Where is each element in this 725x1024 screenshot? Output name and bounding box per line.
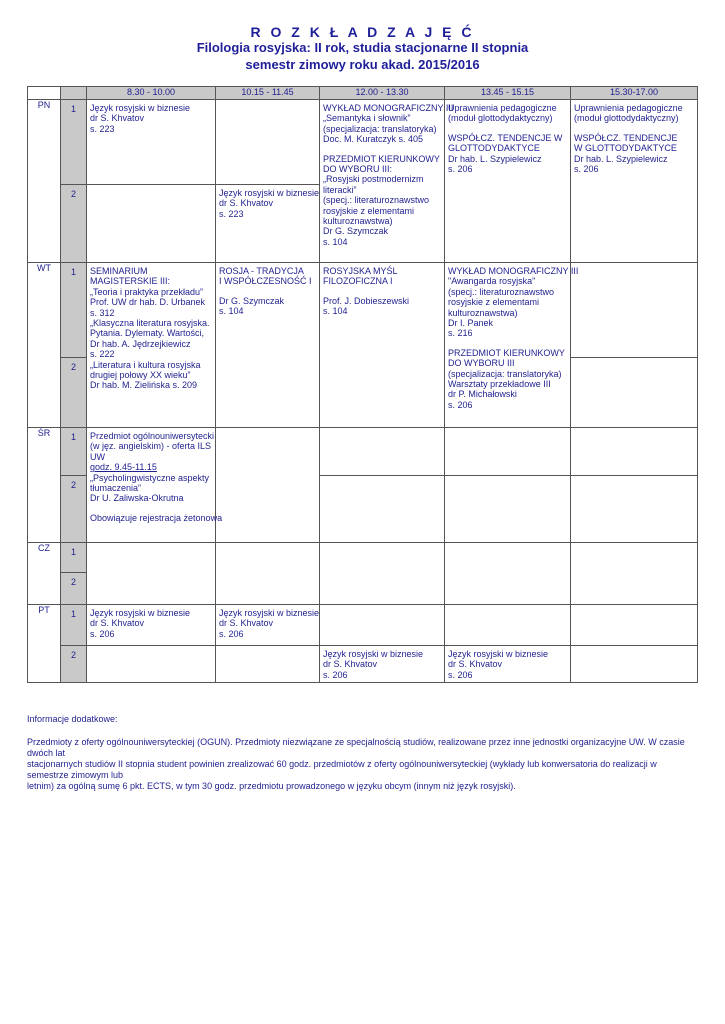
class-text-line: Dr hab. M. Zielińska s. 209 (90, 380, 198, 391)
class-text-line: s. 206 (574, 164, 599, 175)
table-row (28, 605, 698, 646)
empty-cell (571, 263, 698, 358)
class-text-line: DO WYBORU III: (323, 164, 393, 175)
empty-cell (87, 185, 216, 263)
empty-cell (87, 646, 216, 683)
class-cell (320, 646, 445, 683)
class-cell (445, 100, 571, 263)
class-text-line: Przedmiot ogólnouniwersytecki (90, 431, 215, 441)
class-text-line: Prof. J. Dobieszewski (323, 295, 410, 306)
class-cell (571, 100, 698, 263)
class-text-line: s. 104 (323, 236, 348, 247)
class-text-line: dr S. Khvatov (448, 659, 503, 670)
class-text-line: „Teoria i praktyka przekładu” (90, 286, 204, 297)
day-label-pn: PN (28, 100, 61, 263)
class-text-line: (specjalizacja: translatoryka) (323, 123, 437, 134)
empty-cell (571, 428, 698, 476)
class-text-line: Język rosyjski w biznesie (323, 649, 424, 659)
slot-header: 13.45 - 15.15 (445, 87, 571, 100)
empty-cell (320, 428, 445, 476)
group-number: 1 (61, 605, 87, 646)
class-text-line: (specj.: literaturoznawstwo (323, 195, 430, 206)
class-text-line: GLOTTODYDAKTYCE (448, 143, 540, 154)
empty-cell (571, 605, 698, 646)
empty-cell (87, 543, 216, 605)
info-line: letnim) za ogólną sumę 6 pkt. ECTS, w tym 30 godz. przedmiotu prowadzonego w języku obcym (innym niż język rosyjski). (27, 781, 516, 791)
program-subtitle: Filologia rosyjska: II rok, studia stacjonarne II stopnia (196, 40, 529, 55)
class-text-line: (moduł glottodydaktyczny) (574, 113, 679, 124)
class-cell (320, 100, 454, 263)
group-number: 2 (61, 358, 87, 428)
class-text-line: PRZEDMIOT KIERUNKOWY (448, 347, 565, 358)
empty-cell (320, 605, 445, 646)
class-text-line: "Awangarda rosyjska" (448, 276, 536, 287)
class-text-line: FILOZOFICZNA I (323, 276, 393, 287)
group-number: 1 (61, 263, 87, 358)
class-text-line: kulturoznawstwa) (448, 307, 518, 318)
class-text-line: s. 104 (323, 306, 348, 317)
class-text-line: literacki” (323, 184, 357, 195)
schedule-table (27, 86, 698, 683)
class-text-line: „Literatura i kultura rosyjska (90, 359, 201, 370)
class-text-line: WYKŁAD MONOGRAFICZNY III (448, 266, 579, 276)
class-text-line: SEMINARIUM (90, 266, 148, 276)
class-cell (87, 428, 223, 543)
class-text-line: „Psycholingwistyczne aspekty (90, 472, 210, 483)
class-text-line: DO WYBORU III (448, 358, 515, 369)
class-text-line: s. 206 (323, 669, 348, 680)
class-text-line: rosyjskie z elementami (323, 205, 415, 216)
group-number: 2 (61, 185, 87, 263)
info-heading: Informacje dodatkowe: (27, 714, 118, 724)
class-text-line: WYKŁAD MONOGRAFICZNY III (323, 103, 454, 113)
empty-cell (445, 476, 571, 543)
class-text-line: UW (90, 451, 105, 462)
class-text-line: Uprawnienia pedagogiczne (448, 103, 557, 113)
class-text-line: (specjalizacja: translatoryka) (448, 368, 562, 379)
class-text-line: s. 223 (219, 208, 244, 219)
class-text-line: drugiej połowy XX wieku” (90, 370, 191, 381)
empty-cell (445, 543, 571, 605)
empty-cell (320, 476, 445, 543)
table-row (28, 263, 698, 358)
class-text-line: s. 312 (90, 307, 115, 318)
day-label-pt: PT (28, 605, 61, 683)
class-cell (87, 605, 216, 646)
class-text-line: „Semantyka i słownik” (323, 113, 411, 124)
class-text-line: Dr G. Szymczak (323, 226, 389, 237)
class-text-line: Dr hab. A. Jędrzejkiewicz (90, 338, 191, 349)
class-text-line: Język rosyjski w biznesie (219, 188, 320, 198)
class-text-line: s. 222 (90, 349, 115, 360)
class-cell (216, 185, 320, 263)
empty-cell (216, 646, 320, 683)
slot-header: 10.15 - 11.45 (216, 87, 320, 100)
class-text-line: Dr U. Zaliwska-Okrutna (90, 493, 184, 504)
slot-header: 8.30 - 10.00 (87, 87, 216, 100)
class-text-line: WSPÓŁCZ. TENDENCJE W (448, 132, 563, 143)
empty-cell (571, 358, 698, 428)
group-number: 1 (61, 428, 87, 476)
day-label-sr: ŚR (28, 428, 61, 543)
group-number: 1 (61, 543, 87, 573)
corner-cell (61, 87, 87, 100)
class-text-line: s. 104 (219, 306, 244, 317)
class-cell (445, 263, 579, 428)
empty-cell (571, 476, 698, 543)
class-text-line: Pytania. Dylematy. Wartości, (90, 328, 205, 339)
class-text-line: ROSJA - TRADYCJA (219, 266, 304, 276)
empty-cell (216, 543, 320, 605)
registration-note: Obowiązuje rejestracja żetonowa (90, 512, 223, 523)
class-text-line: s. 206 (448, 669, 473, 680)
class-text-line: s. 223 (90, 123, 115, 134)
class-text-line: (w jęz. angielskim) - oferta ILS (90, 441, 212, 452)
group-number: 1 (61, 100, 87, 185)
empty-cell (445, 605, 571, 646)
header-row (28, 87, 698, 100)
class-text-line: kulturoznawstwa) (323, 216, 393, 227)
class-cell (445, 646, 571, 683)
class-cell (216, 605, 320, 646)
class-cell (87, 263, 216, 428)
class-text-line: Dr I. Panek (448, 318, 494, 329)
class-text-line: I WSPÓŁCZESNOŚĆ I (219, 276, 312, 287)
info-line: Przedmioty z oferty ogólnouniwersyteckiej (OGUN). Przedmioty niezwiązane ze specjalnością studiów, realizowane przez inne jednostki organizacyjne UW. W czasie dwóch lat (27, 737, 685, 758)
class-text-line: Dr G. Szymczak (219, 295, 285, 306)
class-text-line: s. 206 (448, 399, 473, 410)
class-cell (87, 100, 216, 185)
table-row (28, 428, 698, 476)
group-number: 2 (61, 646, 87, 683)
class-text-line: Uprawnienia pedagogiczne (574, 103, 683, 113)
class-text-line: Dr hab. L. Szypielewicz (574, 153, 668, 164)
table-row (28, 646, 698, 683)
corner-cell (28, 87, 61, 100)
class-cell (320, 263, 445, 428)
class-text-line: „Rosyjski postmodernizm (323, 174, 424, 185)
class-text-line: s. 206 (90, 628, 115, 639)
class-text-line: s. 216 (448, 328, 473, 339)
class-text-line: rosyjskie z elementami (448, 297, 540, 308)
class-text-line: Język rosyjski w biznesie (219, 608, 320, 618)
empty-cell (320, 543, 445, 605)
semester-subtitle: semestr zimowy roku akad. 2015/2016 (245, 57, 480, 72)
slot-header: 12.00 - 13.30 (320, 87, 445, 100)
class-text-line: Język rosyjski w biznesie (90, 103, 191, 113)
class-text-line: (moduł glottodydaktyczny) (448, 113, 553, 124)
table-row (28, 543, 698, 573)
info-line: stacjonarnych studiów II stopnia student powinien zrealizować 60 godz. przedmiotów z oferty ogólnouniwersyteckiej (wykłady lub konwersatoria do realizacji w semestrze zimowym lub (27, 759, 657, 780)
day-label-cz: CZ (28, 543, 61, 605)
class-text-line: dr P. Michałowski (448, 389, 517, 400)
class-text-line: Prof. UW dr hab. D. Urbanek (90, 297, 206, 308)
class-text-line: tłumaczenia” (90, 483, 142, 494)
group-number: 2 (61, 573, 87, 605)
class-text-line: PRZEDMIOT KIERUNKOWY (323, 153, 440, 164)
empty-cell (216, 100, 320, 185)
info-text (27, 737, 697, 792)
page-title: R O Z K Ł A D Z A J Ę Ć (250, 24, 475, 40)
class-text-line: Dr hab. L. Szypielewicz (448, 153, 542, 164)
empty-cell (571, 543, 698, 605)
class-text-line: dr S. Khvatov (219, 618, 274, 629)
class-text-line: „Klasyczna literatura rosyjska. (90, 318, 210, 329)
empty-cell (216, 428, 320, 543)
class-text-line: MAGISTERSKIE III: (90, 276, 171, 287)
class-text-line: dr S. Khvatov (90, 113, 145, 124)
empty-cell (571, 646, 698, 683)
class-text-line: (specj.: literaturoznawstwo (448, 286, 555, 297)
slot-header: 15.30-17.00 (571, 87, 698, 100)
group-number: 2 (61, 476, 87, 543)
table-row (28, 100, 698, 185)
class-text-line: WSPÓŁCZ. TENDENCJE (574, 132, 678, 143)
class-text-line: ROSYJSKA MYŚL (323, 266, 398, 276)
day-label-wt: WT (28, 263, 61, 428)
empty-cell (445, 428, 571, 476)
class-text-line: s. 206 (219, 628, 244, 639)
class-text-line: dr S. Khvatov (219, 198, 274, 209)
class-text-line: s. 206 (448, 164, 473, 175)
class-text-line: Doc. M. Kuratczyk s. 405 (323, 134, 424, 145)
class-cell (216, 263, 320, 428)
class-text-line: W GLOTTODYDAKTYCE (574, 143, 677, 154)
class-text-line: Język rosyjski w biznesie (90, 608, 191, 618)
class-text-line: Warsztaty przekładowe III (448, 379, 551, 390)
class-text-line: Język rosyjski w biznesie (448, 649, 549, 659)
time-note: godz. 9.45-11.15 (90, 462, 157, 473)
class-text-line: dr S. Khvatov (323, 659, 378, 670)
class-text-line: dr S. Khvatov (90, 618, 145, 629)
